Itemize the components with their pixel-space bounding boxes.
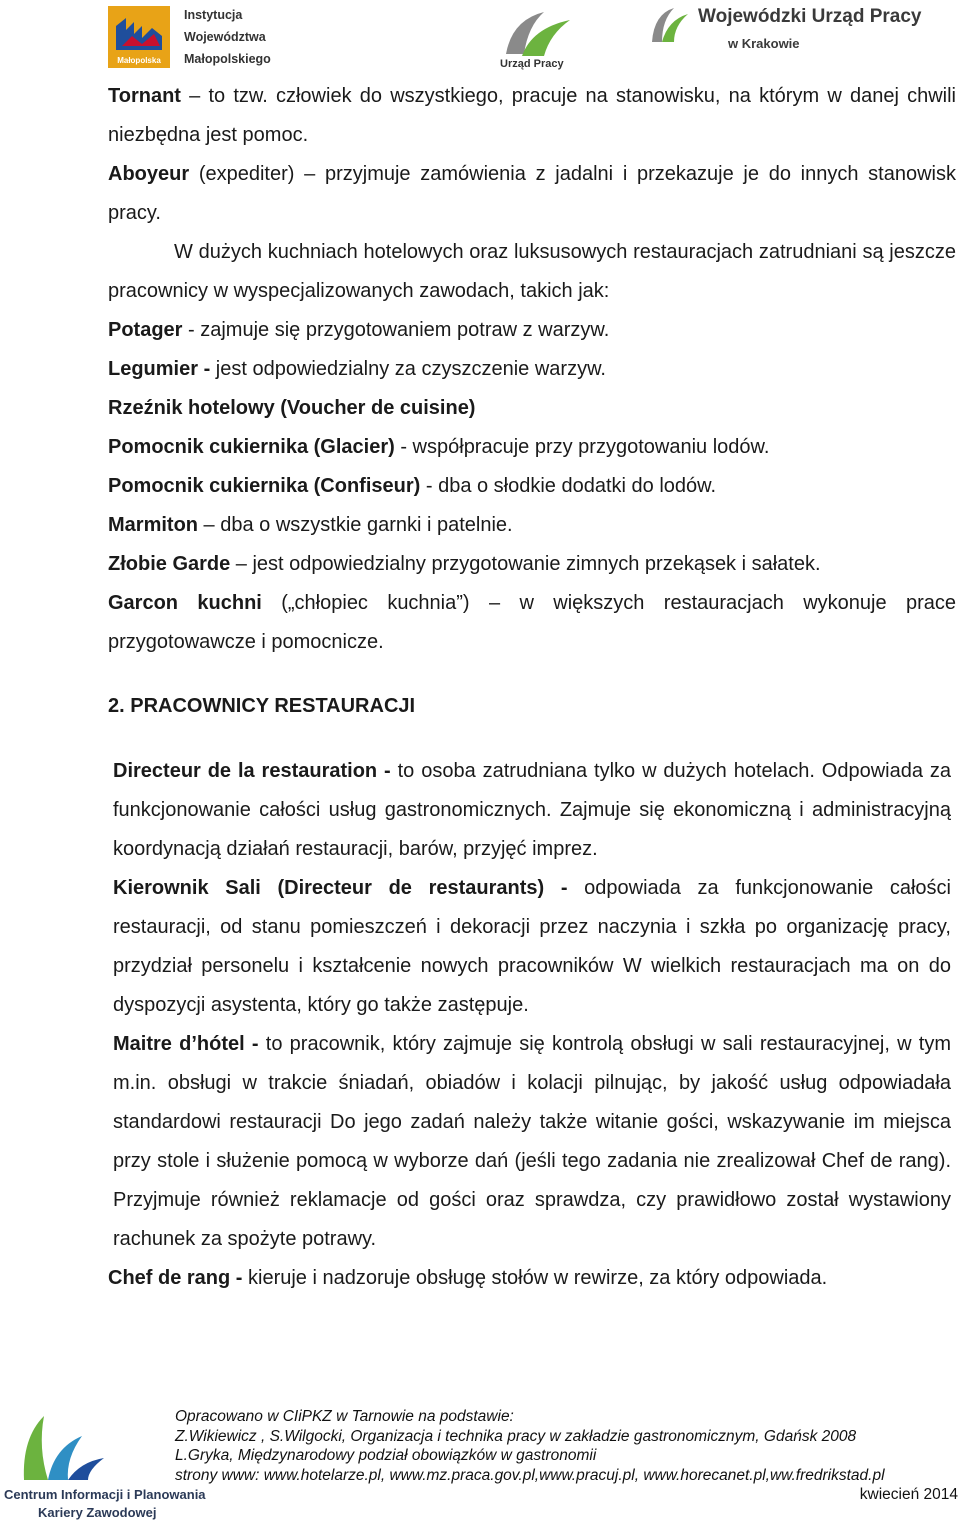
paragraph-aboyeur: Aboyeur (expediter) – przyjmuje zamówienia z jadalni i przekazuje je do innych stanowisk pracy.	[108, 163, 956, 224]
term-tornant: Tornant	[108, 85, 181, 107]
footer-line: L.Gryka, Międzynarodowy podział obowiązków w gastronomii	[175, 1447, 597, 1464]
footer-line: Z.Wikiewicz , S.Wilgocki, Organizacja i technika pracy w zakładzie gastronomicznym, Gdańsk 2008	[175, 1427, 857, 1445]
paragraph-chef: Chef de rang - kieruje i nadzoruje obsługę stołów w rewirze, za który odpowiada.	[108, 1267, 828, 1289]
urzad-pracy-label: Urząd Pracy	[500, 58, 564, 70]
institution-name: Instytucja Województwa Małopolskiego	[184, 8, 271, 66]
term-aboyeur: Aboyeur	[108, 163, 190, 185]
page-header	[0, 0, 960, 76]
document-body	[108, 77, 956, 1298]
item-garcon: Garcon kuchni („chłopiec kuchnia”) – w większych restauracjach wykonuje prace przygotowawcze i pomocnicze.	[108, 592, 957, 653]
malopolska-logo-icon	[108, 6, 170, 68]
paragraph-maitre: Maitre d’hótel - to pracownik, który zajmuje się kontrolą obsługi w sali restauracyjnej, w tym m.in. obsługi w trakcie śniadań, obiadów i kolacji pilnując, by jakość usług odpowiadała standardowi restauracji Do jego zadań należy także witanie gości, wskazywanie im miejsca przy stole i służenie pomocą w wyborze dań (jeśli tego zadania nie zrealizował Chef de rang). Przyjmuje również reklamacje od gości oraz sprawdza, czy prawidłowo został wystawiony rachunek za spożyte potrawy.	[113, 1033, 951, 1250]
footer-date: kwiecień 2014	[859, 1486, 958, 1503]
ciipkz-logo-text: Centrum Informacji i Planowania Kariery Zawodowej	[4, 1487, 206, 1520]
item-potager: Potager - zajmuje się przygotowaniem potraw z warzyw.	[108, 319, 610, 341]
paragraph-directeur: Directeur de la restauration - to osoba zatrudniana tylko w dużych hotelach. Odpowiada za funkcjonowanie całości usług gastronomicznych. Zajmuje się ekonomiczną i administracyjną koordynacją działań restauracji, barów, przyjęć imprez.	[113, 760, 951, 860]
item-confiseur: Pomocnik cukiernika (Confiseur) - dba o słodkie dodatki do lodów.	[108, 475, 717, 497]
footer-line: Opracowano w CIiPKZ w Tarnowie na podstawie:	[175, 1408, 514, 1425]
item-rzeznik: Rzeźnik hotelowy (Voucher de cuisine)	[108, 397, 476, 419]
wup-subtitle: w Krakowie	[728, 36, 800, 51]
item-garde: Złobie Garde – jest odpowiedzialny przygotowanie zimnych przekąsek i sałatek.	[108, 553, 821, 575]
section-heading: 2. PRACOWNICY RESTAURACJI	[108, 695, 416, 717]
wup-title: Wojewódzki Urząd Pracy	[698, 6, 922, 27]
paragraph-intro: W dużych kuchniach hotelowych oraz luksusowych restauracjach zatrudniani są jeszcze pracownicy w wyspecjalizowanych zawodach, takich jak:	[108, 241, 956, 302]
footer-line: strony www: www.hotelarze.pl, www.mz.praca.gov.pl,www.pracuj.pl, www.horecanet.pl,ww.fredrikstad.pl	[175, 1466, 885, 1484]
item-glacier: Pomocnik cukiernika (Glacier) - współpracuje przy przygotowaniu lodów.	[108, 436, 770, 458]
item-marmiton: Marmiton – dba o wszystkie garnki i patelnie.	[108, 514, 513, 536]
item-legumier: Legumier - jest odpowiedzialny za czyszczenie warzyw.	[108, 358, 606, 380]
paragraph-kierownik: Kierownik Sali (Directeur de restaurants) - odpowiada za funkcjonowanie całości restauracji, od stanu pomieszczeń i dekoracji przez naczynia i szkła po organizację pracy, przydział personelu i kształcenie nowych pracowników W wielkich restauracjach ma on do dyspozycji asystenta, który go także zastępuje.	[113, 877, 951, 1016]
paragraph-tornant: Tornant – to tzw. człowiek do wszystkiego, pracuje na stanowisku, na którym w danej chwili niezbędna jest pomoc.	[108, 85, 956, 146]
svg-text:Małopolska: Małopolska	[117, 56, 161, 65]
wup-logo-icon	[648, 6, 690, 46]
page-footer	[175, 1407, 958, 1505]
